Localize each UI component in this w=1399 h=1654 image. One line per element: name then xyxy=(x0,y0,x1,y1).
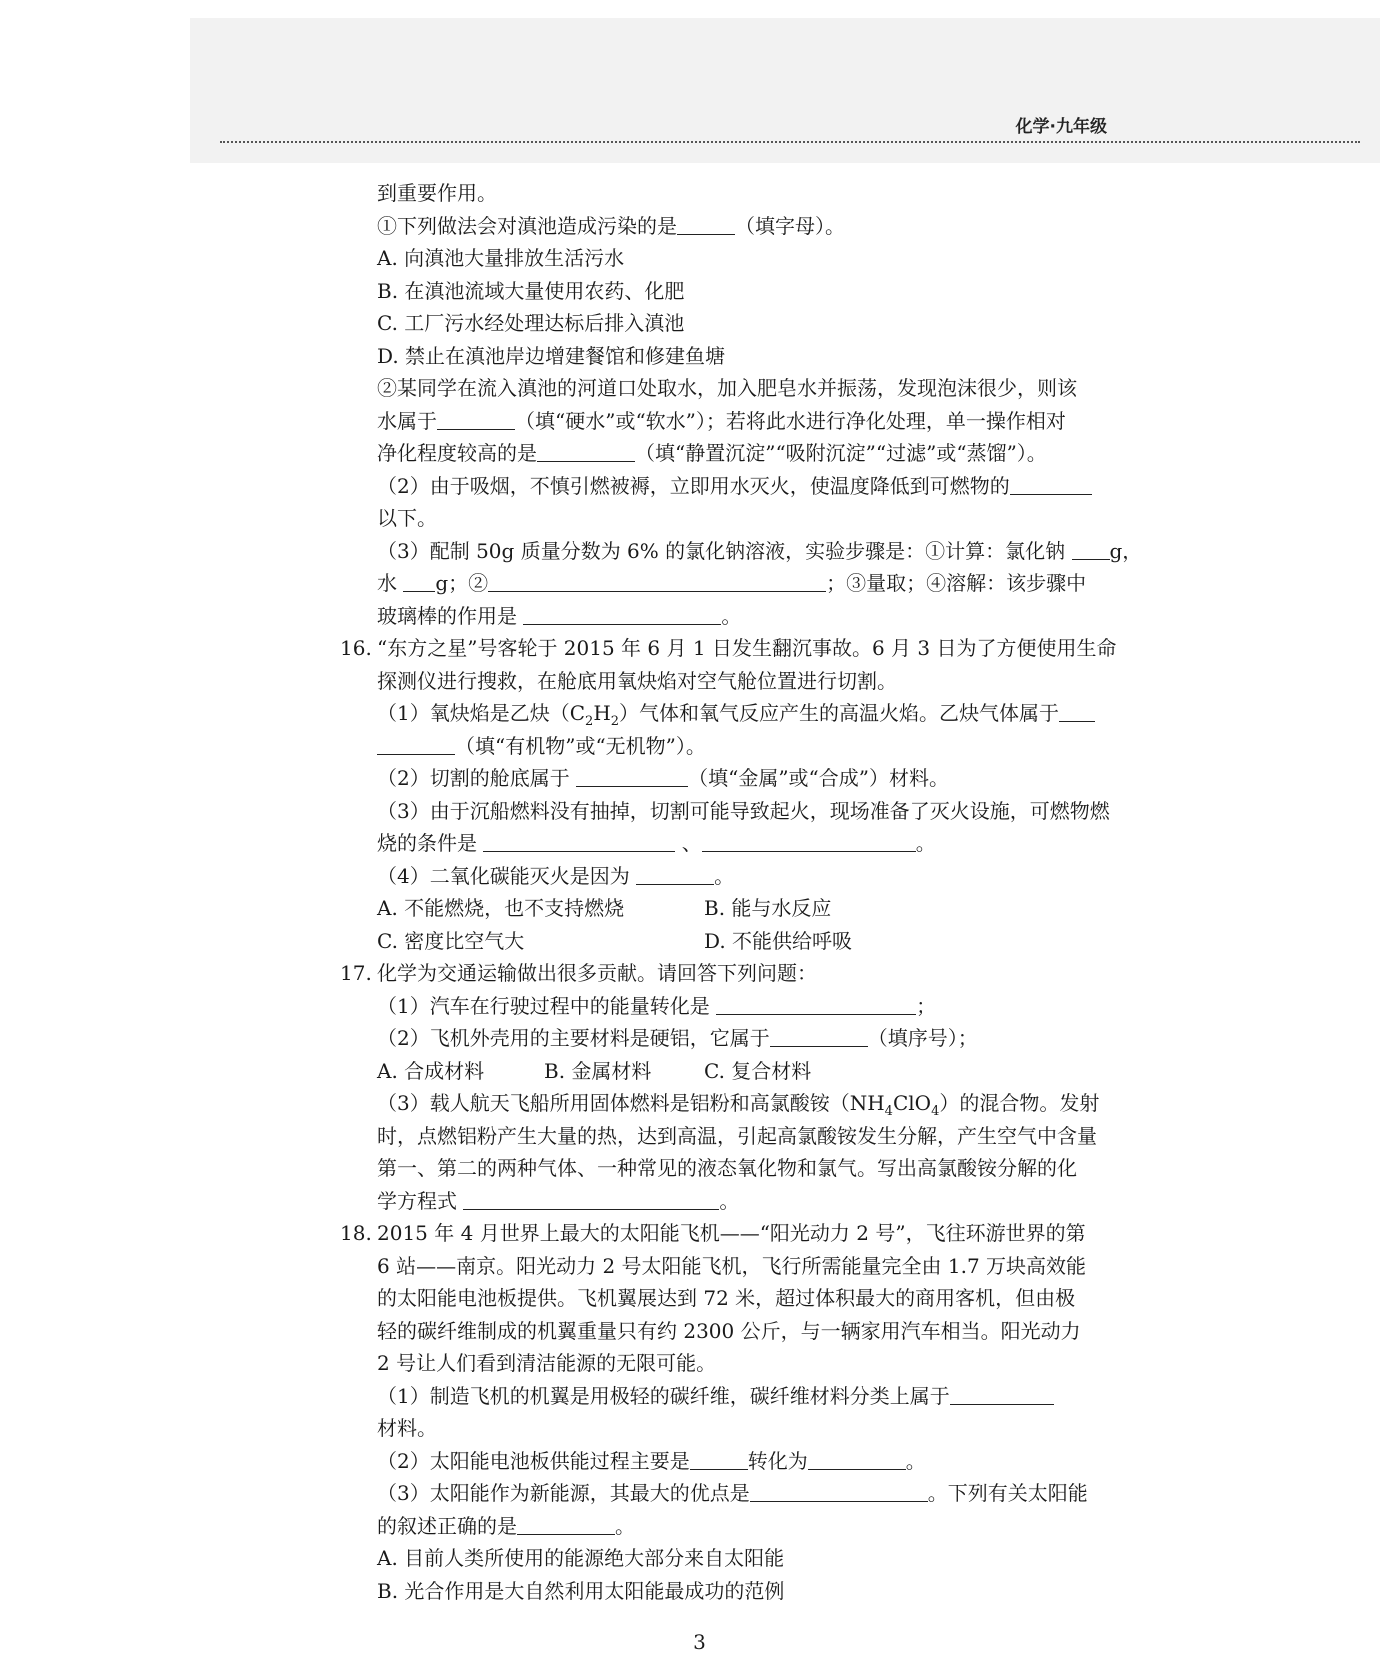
text-line: 轻的碳纤维制成的机翼重量只有约 2300 公斤，与一辆家用汽车相当。阳光动力 xyxy=(377,1318,1081,1343)
text-line: ①下列做法会对滇池造成污染的是 （填字母）。 xyxy=(377,213,845,238)
answer-blank[interactable] xyxy=(437,409,515,430)
answer-blank[interactable] xyxy=(1010,474,1092,495)
options-row xyxy=(340,892,1100,925)
text-line: （2）由于吸烟，不慎引燃被褥，立即用水灭火，使温度降低到可燃物的 xyxy=(340,470,1100,503)
option-a: A. 合成材料 xyxy=(377,1058,485,1083)
option-b: B. 能与水反应 xyxy=(704,896,832,920)
text-line: 烧的条件是 、 。 xyxy=(377,831,936,855)
option-b: B. 金属材料 xyxy=(544,1058,652,1083)
text-line: （1）制造飞机的机翼是用极轻的碳纤维，碳纤维材料分类上属于 xyxy=(340,1380,1100,1413)
text-line: （2）飞机外壳用的主要材料是硬铝，它属于 （填序号）； xyxy=(377,1026,978,1050)
text-line: ②某同学在流入滇池的河道口处取水，加入肥皂水并振荡，发现泡沫很少，则该 xyxy=(377,376,1077,400)
option-c: C. 密度比空气大 xyxy=(377,928,525,953)
text-line: 时，点燃铝粉产生大量的热，达到高温，引起高氯酸铵发生分解，产生空气中含量 xyxy=(377,1123,1097,1148)
text-line: （1）汽车在行驶过程中的能量转化是 ； xyxy=(377,993,937,1018)
options-row xyxy=(340,925,1100,958)
text-line: 探测仪进行搜救，在舱底用氧炔焰对空气舱位置进行切割。 xyxy=(377,668,897,693)
answer-blank[interactable] xyxy=(377,734,455,755)
answer-blank[interactable] xyxy=(463,1189,719,1210)
answer-blank[interactable] xyxy=(702,831,916,852)
text-line: 材料。 xyxy=(377,1416,437,1440)
text-line: （2）切割的舱底属于 （填“金属”或“合成”）材料。 xyxy=(377,766,949,790)
text-line: 学方程式 。 xyxy=(377,1188,740,1213)
text-line: 以下。 xyxy=(377,506,437,530)
option-b: B. 光合作用是大自然利用太阳能最成功的范例 xyxy=(377,1578,785,1603)
text-line: 6 站——南京。阳光动力 2 号太阳能飞机，飞行所需能量完全由 1.7 万块高效能 xyxy=(377,1253,1087,1278)
text-line: （2）太阳能电池板供能过程主要是 转化为 。 xyxy=(377,1448,926,1473)
text-line: 玻璃棒的作用是 。 xyxy=(377,603,742,628)
question-number: 17. xyxy=(340,961,372,985)
text-line: （填“有机物”或“无机物”）。 xyxy=(340,730,1100,763)
answer-blank[interactable] xyxy=(537,441,635,462)
option-c: C. 复合材料 xyxy=(704,1058,812,1083)
option-a: A. 不能燃烧，也不支持燃烧 xyxy=(377,896,625,920)
header-title: 化学·九年级 xyxy=(1015,117,1107,137)
text-line: 水属于 （填“硬水”或“软水”）；若将此水进行净化处理，单一操作相对 xyxy=(377,408,1066,433)
answer-blank[interactable] xyxy=(403,571,435,592)
text-line: 第一、第二的两种气体、一种常见的液态氧化物和氯气。写出高氯酸铵分解的化 xyxy=(377,1156,1077,1180)
text-line: （4）二氧化碳能灭火是因为 。 xyxy=(377,863,735,888)
text-line: （3）配制 50g 质量分数为 6% 的氯化钠溶液，实验步骤是：①计算：氯化钠 g， xyxy=(377,538,1143,563)
answer-blank[interactable] xyxy=(690,1449,748,1470)
question-number: 16. xyxy=(340,636,372,660)
question-16: 16. “东方之星”号客轮于 2015 年 6 月 1 日发生翻沉事故。6 月 3 日为了方便使用生命 xyxy=(340,632,1100,665)
text-line: 净化程度较高的是 （填“静置沉淀”“吸附沉淀”“过滤”或“蒸馏”）。 xyxy=(377,441,1047,465)
text-line: 的叙述正确的是 。 xyxy=(377,1513,635,1538)
answer-blank[interactable] xyxy=(517,1514,615,1535)
answer-blank[interactable] xyxy=(750,1481,928,1502)
option-b: B. 在滇池流域大量使用农药、化肥 xyxy=(377,278,685,303)
answer-blank[interactable] xyxy=(488,571,826,592)
options-row xyxy=(340,1055,1100,1088)
option-d: D. 不能供给呼吸 xyxy=(704,928,853,953)
answer-blank[interactable] xyxy=(523,604,721,625)
answer-blank[interactable] xyxy=(1072,539,1110,560)
answer-blank[interactable] xyxy=(576,766,688,787)
option-a: A. 目前人类所使用的能源绝大部分来自太阳能 xyxy=(377,1546,785,1570)
question-18: 18. 2015 年 4 月世界上最大的太阳能飞机——“阳光动力 2 号”，飞往环游世界的第 xyxy=(340,1217,1100,1250)
text-line: 2 号让人们看到清洁能源的无限可能。 xyxy=(377,1351,717,1375)
answer-blank[interactable] xyxy=(808,1449,906,1470)
answer-blank[interactable] xyxy=(636,864,714,885)
option-c: C. 工厂污水经处理达标后排入滇池 xyxy=(377,311,685,335)
answer-blank[interactable] xyxy=(483,831,675,852)
page-number: 3 xyxy=(693,1630,706,1654)
answer-blank[interactable] xyxy=(1059,701,1095,722)
text-line: （1）氧炔焰是乙炔$(C_2H_2)$气体和氧气反应产生的高温火焰。乙炔气体属于 xyxy=(340,697,1100,730)
question-17: 17. 化学为交通运输做出很多贡献。请回答下列问题： xyxy=(340,957,1100,990)
answer-blank[interactable] xyxy=(770,1026,868,1047)
text-line: （3）由于沉船燃料没有抽掉，切割可能导致起火，现场准备了灭火设施，可燃物燃 xyxy=(377,798,1110,823)
answer-blank[interactable] xyxy=(716,994,916,1015)
option-d: D. 禁止在滇池岸边增建餐馆和修建鱼塘 xyxy=(377,343,726,368)
text-line: （3）太阳能作为新能源，其最大的优点是 。下列有关太阳能 xyxy=(377,1481,1088,1505)
text-line: 的太阳能电池板提供。飞机翼展达到 72 米，超过体积最大的商用客机，但由极 xyxy=(377,1286,1076,1310)
question-number: 18. xyxy=(340,1221,372,1245)
header-divider xyxy=(220,141,1360,143)
option-a: A. 向滇池大量排放生活污水 xyxy=(377,246,625,270)
text-line: 水 g；② ；③量取；④溶解：该步骤中 xyxy=(377,571,1087,595)
answer-blank[interactable] xyxy=(950,1384,1054,1405)
text-line: 到重要作用。 xyxy=(377,181,497,205)
answer-blank[interactable] xyxy=(677,214,735,235)
page-content xyxy=(340,177,1143,1607)
text-line: （3）载人航天飞船所用固体燃料是铝粉和高氯酸铵$(NH_4ClO_4)$的混合物。发射 xyxy=(377,1091,1100,1119)
